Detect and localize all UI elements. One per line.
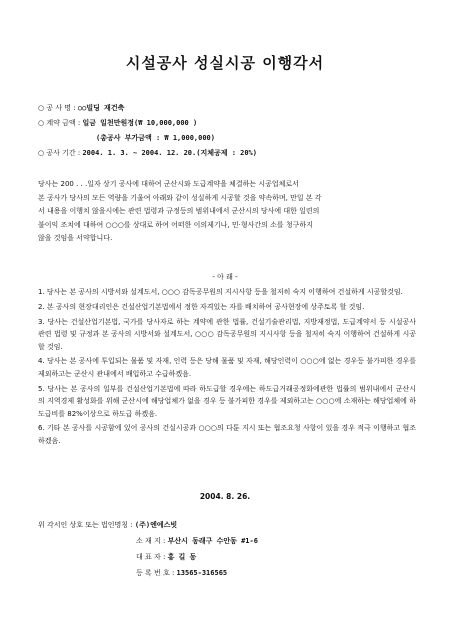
company-label: 위 각서인 상호 또는 법인명칭 : [38,521,133,529]
intro-line: 불이익 조치에 대하여 ○○○를 상대로 하여 어떠한 이의제기나, 민·형사간의 소를 청구하지 [38,220,313,229]
contract-amount-value: 일금 일천만원정(₩ 10,000,000 ) [82,119,198,127]
contract-amount-row [38,118,197,128]
pledge-item: 5. 당사는 본 공사의 일부를 건설산업기본법에 따라 하도급할 경우에는 하도급거래공정화에관한 법률의 범위내에서 군산시 의 지역경제 활성화를 위해 군산시에 해당업체가 없을 경우 등 불가피한 경우를 제외하고는 ○○○에 소재하는 해당업체에 하도급비를 82%이상으로 하도급 하겠음. [38,384,416,418]
vat-value: (총공사 부가금액 : ₩ 1,000,000) [96,134,215,142]
intro-line: 않을 것임을 서약합니다. [38,234,113,242]
project-name-row [38,103,124,113]
pledge-list [38,286,416,450]
contract-amount-label: ○ 계약 금액 : [38,119,81,127]
vat-row [96,133,215,143]
intro-line: 본 공사가 당사의 모든 역량을 기울여 아래와 같이 성실하게 시공할 것을 약속하며, 만일 본 각 [38,193,322,202]
section-heading: - 아 래 - [212,273,238,281]
project-name-label: ○ 공 사 명 : [38,104,76,112]
registration-row [136,568,227,578]
representative-row [136,552,196,562]
address-row [136,536,258,546]
pledge-item: 4. 당사는 본 공사에 투입되는 물품 및 자재, 인력 등은 당해 물품 및 자재, 해당인력이 ○○○에 없는 경우등 불가피한 경우를 제외하고는 군산시 관내에서 배입하고 수급하겠음. [38,357,416,378]
registration-label: 등 록 번 호 : [136,569,175,577]
representative-value: 홍 길 동 [167,553,197,561]
pledge-item: 1. 당사는 본 공사의 시방서와 설계도서, ○○○ 감독공무원의 지시사항 등을 철저히 숙지 이행하여 건설하게 시공할것임. [38,288,403,296]
document-date: 2004. 8. 26. [199,492,251,501]
pledge-item: 3. 당사는 건설산업기본법, 국가를 당사자로 하는 계약에 관한 법률, 건설기술관리법, 지방재정법, 도급계약서 등 시설공사 관련 법령 및 규정과 본 공사의 시방서와 설계도서, ○○○ 감독공무원의 지시사항 등을 철저히 숙지 이행하여 건설하게 시공할 것임. [38,317,416,351]
registration-value: 13565-316565 [176,569,228,577]
project-name-value: ○○빌딩 재건축 [77,104,125,112]
company-value: (주)엔에스빗 [134,521,178,529]
pledge-item: 6. 기타 본 공사를 시공함에 있어 공사의 건실시공과 ○○○의 다툰 지시 또는 협조요청 사항이 있을 경우 적극 이행하고 협조 하겠음. [38,424,416,445]
intro-line: 서 내용을 이행치 않을시에는 관련 법령과 규정등의 범위내에서 군산시의 당사에 대한 일련의 [38,207,320,215]
pledge-item: 2. 본 공사의 현장대리인은 건설산업기본법에서 정한 자격있는 자를 배치하여 공사현장에 상주토록 할 것임. [38,302,365,311]
company-row [38,520,177,530]
intro-paragraph [38,178,416,246]
construction-period-value: 2004. 1. 3. ~ 2004. 12. 20.(지체공제 : 20%) [82,149,257,157]
address-value: 부산시 동래구 수안동 #1-6 [167,537,258,545]
representative-label: 대 표 자 : [136,553,166,561]
intro-line: 당사는 200 . . .일자 상기 공사에 대하여 군산시와 도급계약을 체결하는 시공업체로서 [38,180,299,188]
address-label: 소 재 지 : [136,537,166,545]
construction-period-label: ○ 공사 기간 : [38,149,81,157]
document-title: 시설공사 성실시공 이행각서 [125,54,325,72]
construction-period-row [38,148,257,158]
